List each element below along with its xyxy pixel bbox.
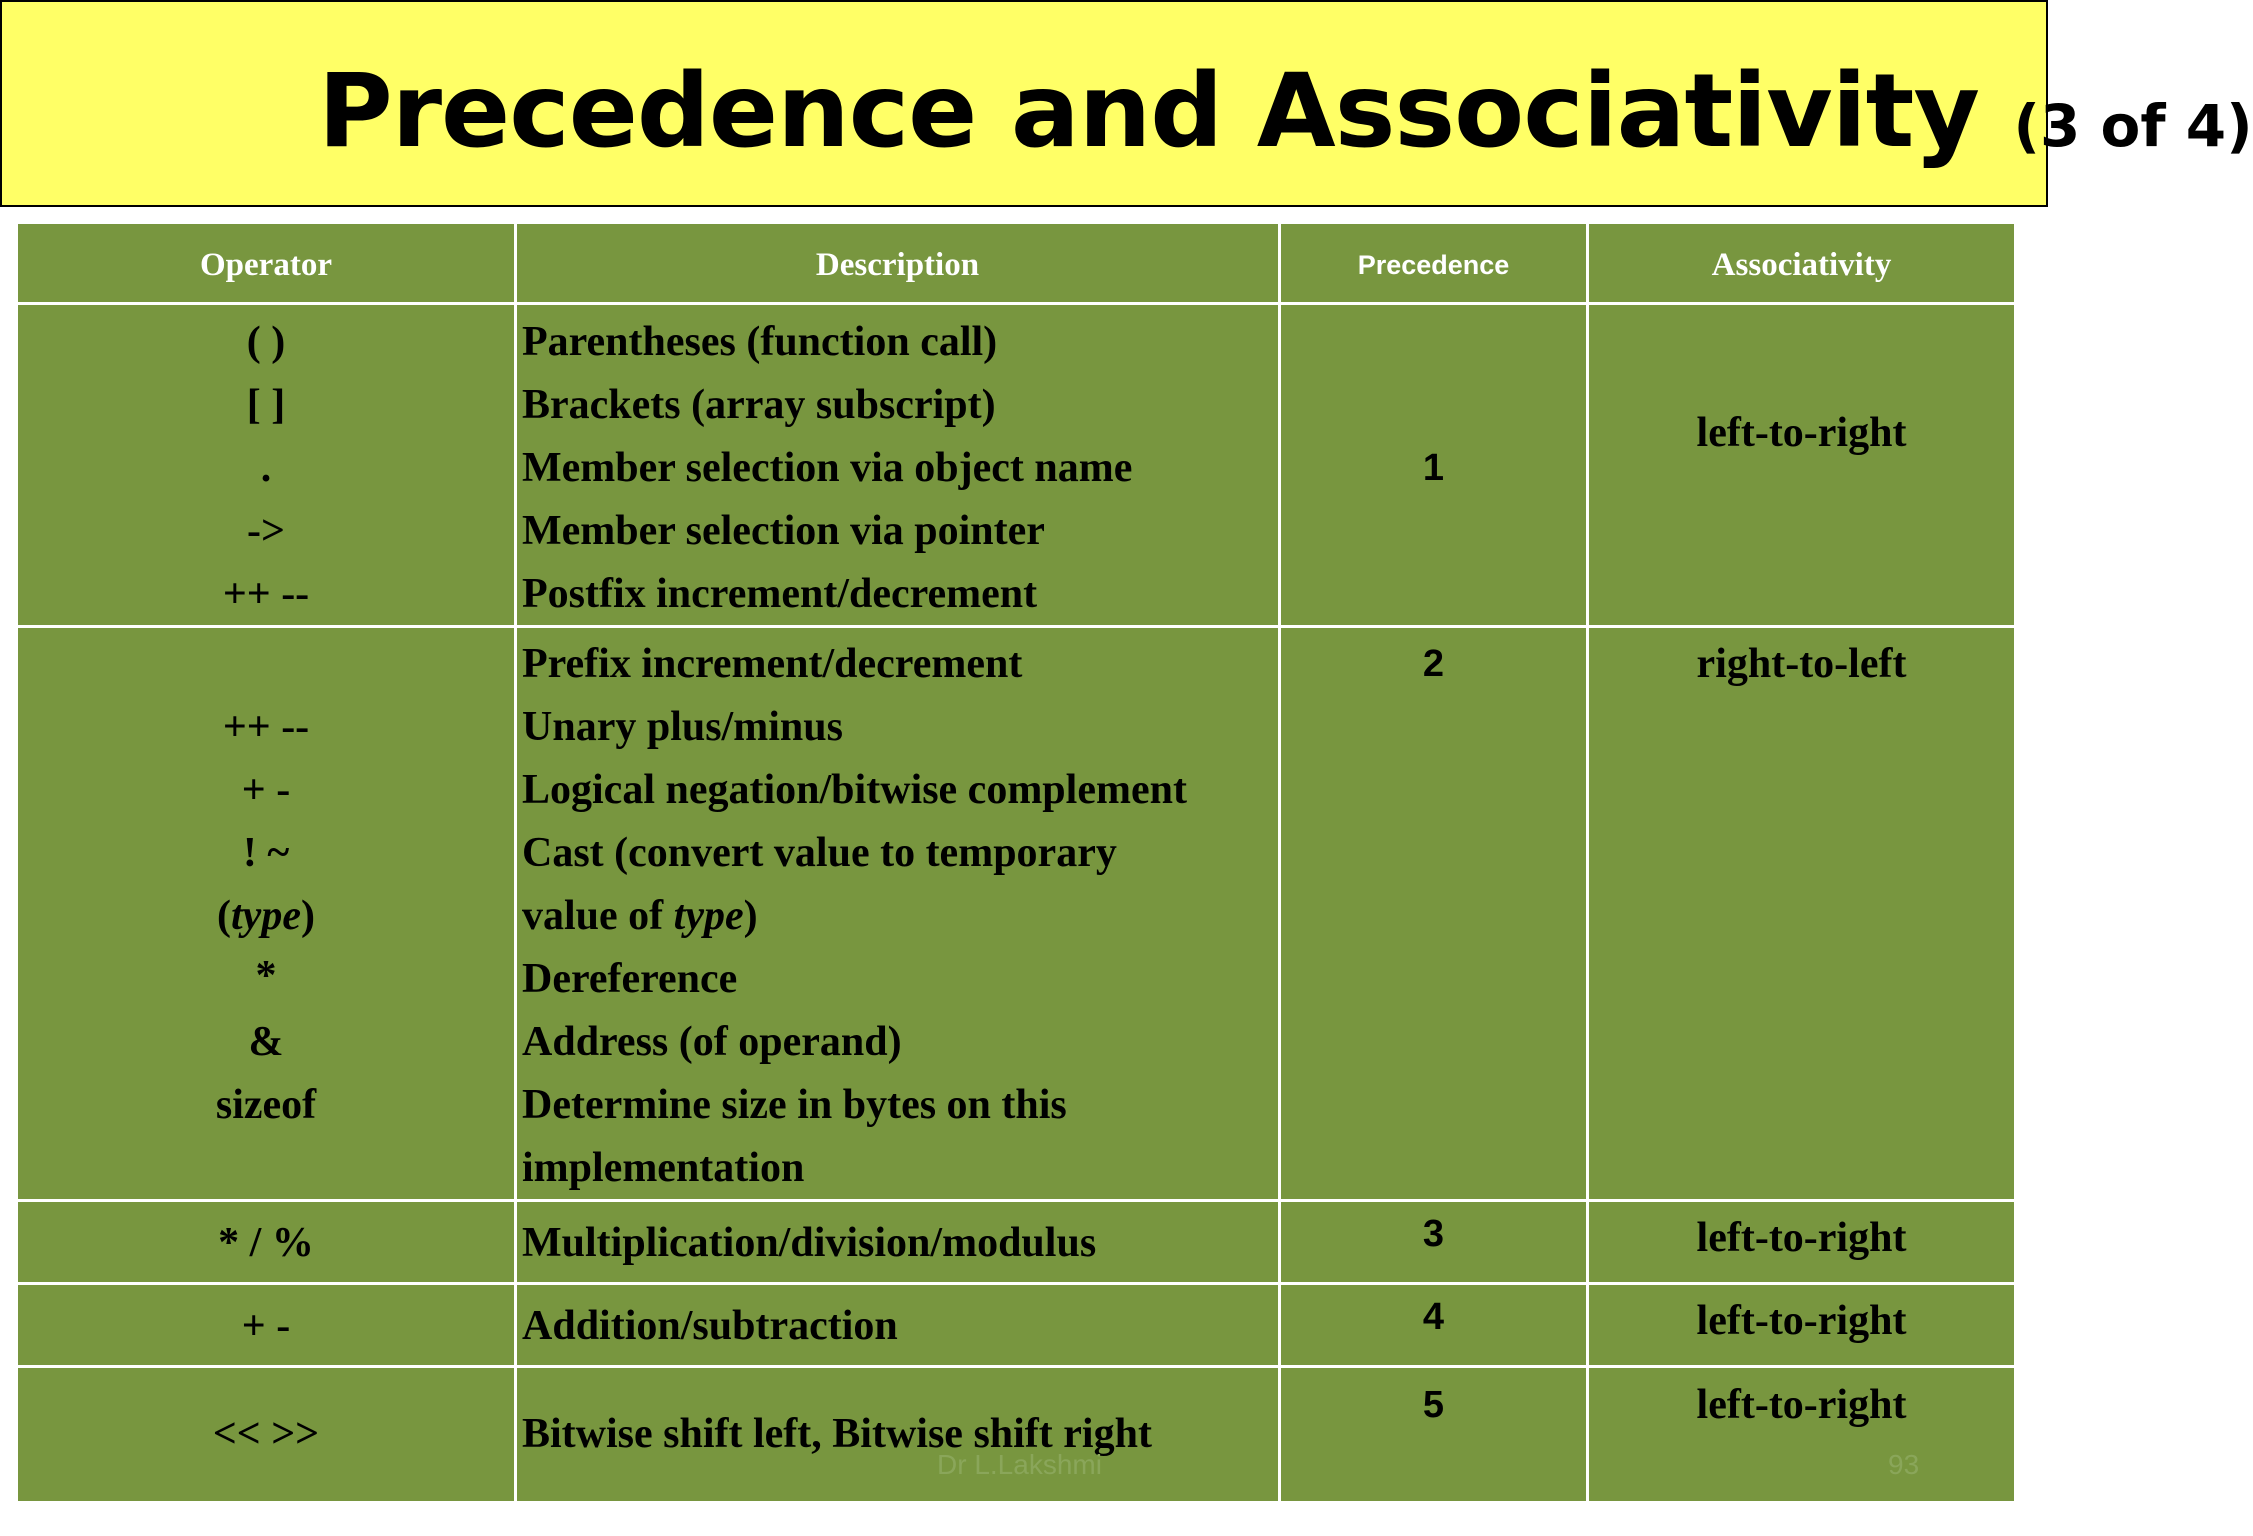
description-cell: Postfix increment/decrement — [522, 571, 1038, 617]
description-cell: implementation — [522, 1145, 805, 1191]
operator-cell: + - — [241, 767, 291, 813]
title-main: Precedence and Associativity — [318, 52, 1979, 171]
row-divider — [18, 1365, 2014, 1368]
description-cell: Cast (convert value to temporary — [522, 830, 1117, 876]
description-cell: Member selection via pointer — [522, 508, 1045, 554]
operator-cell: & — [248, 1019, 284, 1065]
header-associativity: Associativity — [1711, 247, 1892, 283]
description-cell: Address (of operand) — [522, 1019, 902, 1065]
precedence-cell: 3 — [1422, 1213, 1445, 1255]
description-cell: Addition/subtraction — [522, 1303, 898, 1349]
operator-cell: * — [255, 953, 277, 999]
description-cell: Parentheses (function call) — [522, 319, 998, 365]
description-cell: Dereference — [522, 956, 738, 1002]
operator-cell: -> — [247, 508, 285, 554]
operator-cell: ! ~ — [242, 830, 290, 876]
header-operator: Operator — [200, 247, 332, 283]
header-description: Description — [815, 247, 980, 283]
associativity-cell: left-to-right — [1696, 1382, 1907, 1428]
operator-cell-cast: (type) — [217, 893, 315, 939]
row-divider — [18, 1282, 2014, 1285]
row-divider — [18, 1199, 2014, 1202]
footer-author: Dr L.Lakshmi — [937, 1449, 1102, 1480]
associativity-cell: left-to-right — [1696, 410, 1907, 456]
operator-cell: * / % — [218, 1220, 314, 1266]
associativity-cell: left-to-right — [1696, 1298, 1907, 1344]
title-part: (3 of 4) — [2013, 92, 2253, 160]
operator-cell: ++ -- — [222, 571, 310, 617]
operator-cell: sizeof — [215, 1082, 317, 1128]
description-cell: Brackets (array subscript) — [522, 382, 996, 428]
description-cell: Member selection via object name — [522, 445, 1133, 491]
header-divider — [18, 302, 2014, 305]
operator-cell: ++ -- — [222, 704, 310, 750]
column-divider — [514, 224, 517, 1501]
operator-cell: [ ] — [246, 382, 286, 428]
description-cell: Multiplication/division/modulus — [522, 1220, 1097, 1266]
precedence-cell: 2 — [1422, 643, 1445, 685]
slide-title — [318, 47, 2253, 191]
precedence-cell: 5 — [1422, 1384, 1445, 1426]
operator-cell: << >> — [212, 1411, 320, 1457]
operator-cell: ( ) — [246, 319, 286, 365]
description-cell: Bitwise shift left, Bitwise shift right — [522, 1411, 1152, 1457]
precedence-cell: 4 — [1422, 1296, 1445, 1338]
page-number: 93 — [1888, 1449, 1920, 1480]
description-cell: Determine size in bytes on this — [522, 1082, 1067, 1128]
description-cell: Prefix increment/decrement — [522, 641, 1023, 687]
description-cell-cast: value of type) — [522, 893, 758, 939]
header-precedence: Precedence — [1357, 250, 1510, 280]
type-keyword: type — [673, 893, 744, 939]
precedence-cell: 1 — [1422, 447, 1445, 489]
title-bar — [0, 0, 2253, 207]
description-cell: Logical negation/bitwise complement — [522, 767, 1187, 813]
associativity-cell: right-to-left — [1696, 641, 1907, 687]
description-cell: Unary plus/minus — [522, 704, 843, 750]
type-keyword: type — [231, 893, 301, 939]
operator-cell: + - — [241, 1303, 291, 1349]
associativity-cell: left-to-right — [1696, 1215, 1907, 1261]
operator-cell: . — [260, 445, 272, 491]
